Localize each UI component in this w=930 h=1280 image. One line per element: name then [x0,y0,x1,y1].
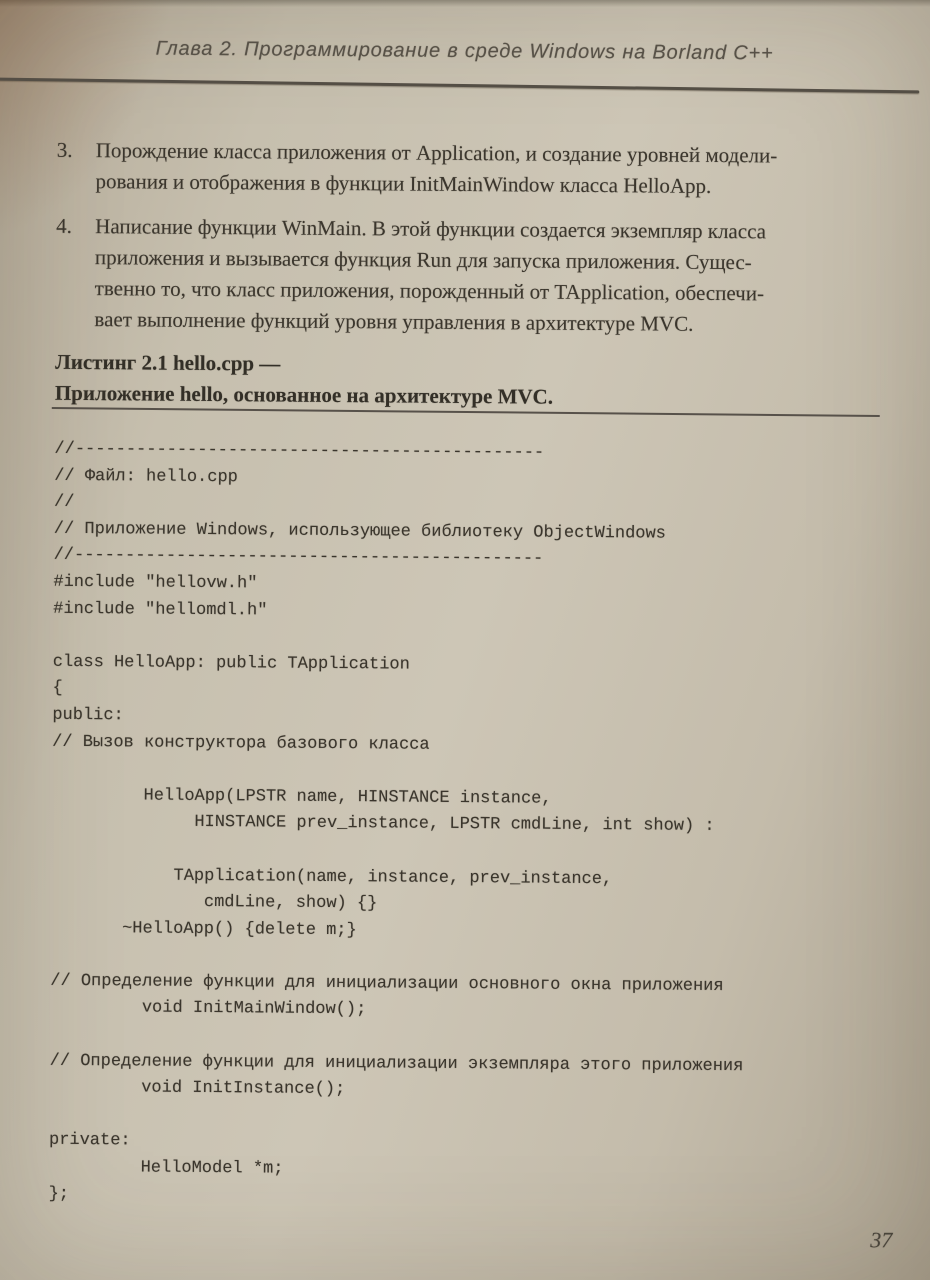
chapter-title: Глава 2. Программирование в среде Windows на Borland C++ [155,37,774,65]
listing-title: Листинг 2.1 hello.cpp — Приложение hello, основанное на архитектуре MVC. [54,349,554,409]
running-header [0,36,930,66]
list-item-4 [55,211,892,342]
list-number: 4. [56,213,73,238]
list-text: Написание функции WinMain. В этой функции создается экземпляр класса приложения и вызывается функция Run для запуска приложения. Сущес- твенно то, что класс приложения, порожденный от TApplication, обеспечи- вает выполнение функций уровня управления в архитектуре MVC. [94,214,767,336]
code-listing: //---------------------------------------------- // Файл: hello.cpp // // Приложение Windows, использующее библиотеку ObjectWindows //---------------------------------------------- #include "hellovw.h" #include "hellomdl.h" class HelloApp: public TApplication { public: // Вызов конструктора базового класса HelloApp(LPSTR name, HINSTANCE instance, HINSTANCE prev_instance, LPSTR cmdLine, int show) : TApplication(name, instance, prev_instance, cmdLine, show) {} ~HelloApp() {delete m;} // Определение функции для инициализации основного окна приложения void InitMainWindow(); // Определение функции для инициализации экземпляра этого приложения void InitInstance(); private: HelloModel *m; }; [48,439,744,1204]
list-text: Порождение класса приложения от Application, и создание уровней модели- рования и отображения в функции InitMainWindow класса HelloApp. [95,138,778,198]
header-rule [0,77,919,93]
list-number: 3. [56,137,73,162]
list-item-3 [56,135,892,204]
page-number: 37 [870,1227,893,1253]
